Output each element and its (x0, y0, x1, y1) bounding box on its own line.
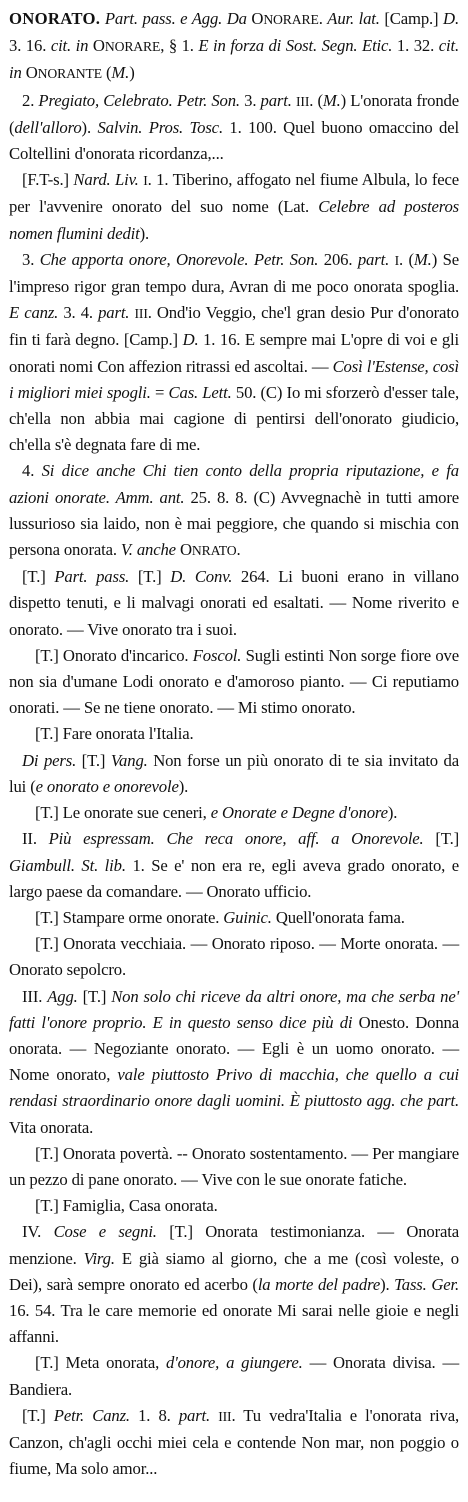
entry-headword-paragraph: ONORATO. Part. pass. e Agg. Da ONORARE. Aur. lat. [Camp.] D. 3. 16. cit. in ONORARE, § 1. E in forza di Sost. Segn. Etic. 1. 32. cit. in ONORANTE (M.) (9, 9, 459, 83)
entry-paragraph: [T.] Onorata povertà. -- Onorato sostentamento. — Per mangiare un pezzo di pane onorato. — Vive con le sue onorate fatiche. (9, 1143, 459, 1189)
entry-paragraph: [T.] Meta onorata, d'onore, a giungere. — Onorata divisa. — Bandiera. (9, 1353, 459, 1399)
entry-paragraph: 4. Si dice anche Chi tien conto della propria riputazione, e fa azioni onorate. Amm. ant. 25. 8. 8. (C) Avvegnachè in tutti amore lussurioso sia laido, non è mai peggiore, che quando si mischia con persona onorata. V. anche ONRATO. (9, 461, 460, 560)
entry-paragraph: [T.] Onorato d'incarico. Foscol. Sugli estinti Non sorge fiore ove non sia d'umane Lodi onorato e d'amoroso pianto. — Ci reputiamo onorati. — Se ne tiene onorato. — Mi stimo onorato. (9, 645, 459, 718)
entry-paragraph: II. Più espressam. Che reca onore, aff. a Onorevole. [T.] Giambull. St. lib. 1. Se e' non era re, egli aveva grado onorato, e largo paese da comandare. — Onorato ufficio. (9, 829, 459, 901)
entry-paragraph: IV. Cose e segni. [T.] Onorata testimonianza. — Onorata menzione. Virg. E già siamo al giorno, che a me (così voleste, o Dei), sarà sempre onorato ed acerbo (la morte del padre). Tass. Ger. 16. 54. Tra le care memorie ed onorate Mi sarai nelle gioie e negli affanni. (9, 1222, 460, 1347)
entry-paragraph: [T.] Fare onorata l'Italia. (35, 724, 194, 744)
entry-paragraph: III. Agg. [T.] Non solo chi riceve da altri onore, ma che serba ne' fatti l'onore proprio. E in questo senso dice più di Onesto. Donna onorata. — Negoziante onorato. — Egli è un uomo onorato. — Nome onorato, vale piuttosto Privo di macchia, che quello a cui rendasi straordinario onore dagli uomini. È piuttosto agg. che part. Vita onorata. (9, 986, 460, 1137)
headword: ONORATO. (9, 9, 101, 28)
entry-paragraph: [T.] Le onorate sue ceneri, e Onorate e Degne d'onore). (35, 803, 398, 823)
dictionary-entry-onorato (9, 6, 459, 1482)
entry-paragraph: Di pers. [T.] Vang. Non forse un più onorato di te sia invitato da lui (e onorato e onorevole). (9, 750, 460, 796)
entry-paragraph: 2. Pregiato, Celebrato. Petr. Son. 3. part. III. (M.) L'onorata fronde (dell'alloro). Salvin. Pros. Tosc. 1. 100. Quel buono omaccino del Coltellini d'onorata ricordanza,... (9, 90, 459, 164)
entry-paragraph: [F.T-s.] Nard. Liv. I. 1. Tiberino, affogato nel fiume Albula, lo fece per l'avvenire onorato del suo nome (Lat. Celebre ad posteros nomen flumini dedit). (9, 170, 460, 243)
entry-paragraph: [T.] Onorata vecchiaia. — Onorato riposo. — Morte onorata. — Onorato sepolcro. (9, 934, 459, 980)
entry-paragraph: 3. Che apporta onore, Onorevole. Petr. Son. 206. part. I. (M.) Se l'impreso rigor gran tempo dura, Avran di me poco onorata spoglia. E canz. 3. 4. part. III. Ond'io Veggio, che'l gran desio Pur d'onorato fin ti farà degno. [Camp.] D. 1. 16. E sempre mai L'opre di voi e gli onorati nomi Con affezion ritrassi ed ascoltai. — Così l'Estense, così i migliori miei spogli. = Cas. Lett. 50. (C) Io mi sforzerò d'esser tale, ch'ella non abbia mai cagione di pentirsi dell'onorato giudicio, ch'ella s'è degnata fare di me. (9, 249, 459, 455)
entry-paragraph: [T.] Petr. Canz. 1. 8. part. III. Tu vedra'Italia e l'onorata riva, Canzon, ch'agli occhi miei cela e contende Non mar, non poggio o fiume, Ma solo amor... (9, 1405, 459, 1479)
entry-paragraph: [T.] Famiglia, Casa onorata. (35, 1196, 218, 1216)
entry-paragraph: [T.] Part. pass. [T.] D. Conv. 264. Li buoni erano in villano dispetto tenuti, e li malvagi onorati ed esaltati. — Nome riverito e onorato. — Vive onorato tra i suoi. (9, 567, 459, 639)
entry-paragraph: [T.] Stampare orme onorate. Guinic. Quell'onorata fama. (35, 907, 405, 927)
